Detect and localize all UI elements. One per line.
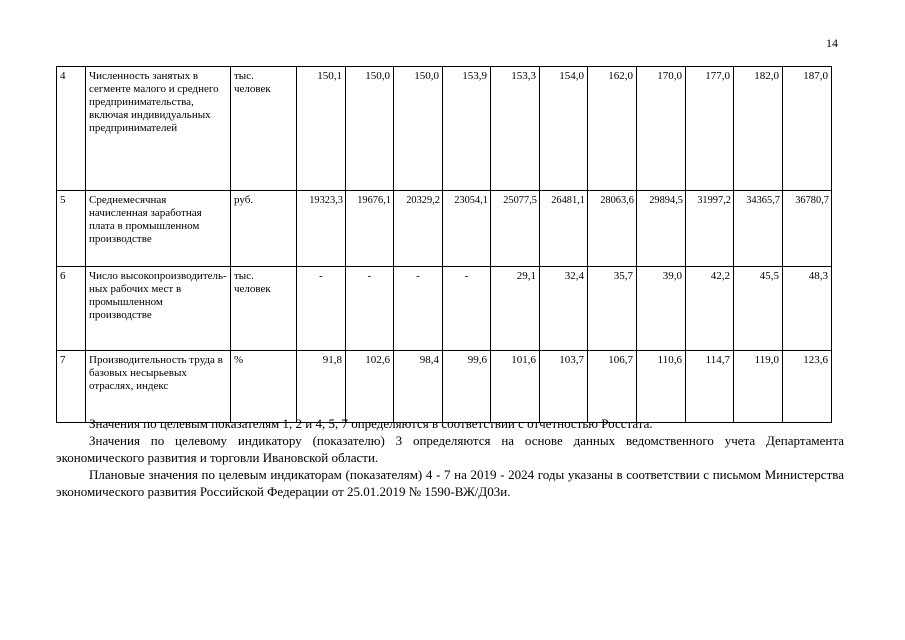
value-cell: 102,6 (346, 351, 394, 423)
value-cell: 19323,3 (297, 191, 346, 267)
table-row (57, 351, 832, 423)
value-cell: 99,6 (443, 351, 491, 423)
value-cell: 23054,1 (443, 191, 491, 267)
value-cell: 103,7 (540, 351, 588, 423)
value-cell: 39,0 (637, 267, 686, 351)
value-cell: 162,0 (588, 67, 637, 191)
value-cell: 26481,1 (540, 191, 588, 267)
value-cell: 28063,6 (588, 191, 637, 267)
indicator-unit: тыс. человек (231, 267, 297, 351)
table-row (57, 191, 832, 267)
value-cell: 91,8 (297, 351, 346, 423)
indicator-name: Среднемесячная начисленная заработная плата в промышленном производстве (86, 191, 231, 267)
value-cell: 150,1 (297, 67, 346, 191)
value-cell: 154,0 (540, 67, 588, 191)
indicator-name: Производительность труда в базовых несырьевых отраслях, индекс (86, 351, 231, 423)
value-cell: 150,0 (346, 67, 394, 191)
value-cell: - (443, 267, 491, 351)
value-cell: 32,4 (540, 267, 588, 351)
value-cell: - (297, 267, 346, 351)
value-cell: 182,0 (734, 67, 783, 191)
value-cell: 177,0 (686, 67, 734, 191)
value-cell: 19676,1 (346, 191, 394, 267)
indicator-unit: % (231, 351, 297, 423)
value-cell: 123,6 (783, 351, 832, 423)
row-index: 7 (57, 351, 86, 423)
value-cell: 170,0 (637, 67, 686, 191)
value-cell: 153,9 (443, 67, 491, 191)
indicator-unit: тыс. человек (231, 67, 297, 191)
value-cell: - (394, 267, 443, 351)
page-number: 14 (826, 36, 838, 50)
notes (56, 415, 844, 500)
note-1: Значения по целевым показателям 1, 2 и 4, 5, 7 определяются в соответствии с отчетностью Росстата. (89, 416, 653, 431)
value-cell: 98,4 (394, 351, 443, 423)
value-cell: 45,5 (734, 267, 783, 351)
row-index: 6 (57, 267, 86, 351)
value-cell: 106,7 (588, 351, 637, 423)
value-cell: 48,3 (783, 267, 832, 351)
value-cell: 20329,2 (394, 191, 443, 267)
value-cell: 35,7 (588, 267, 637, 351)
row-index: 5 (57, 191, 86, 267)
row-index: 4 (57, 67, 86, 191)
note-3: Плановые значения по целевым индикаторам (показателям) 4 - 7 на 2019 - 2024 годы указаны в соответствии с письмом Министерства экономического развития Российской Федерации от 25.01.2019 № 1590-ВЖ/Д03и. (56, 467, 844, 499)
value-cell: 150,0 (394, 67, 443, 191)
note-2: Значения по целевому индикатору (показателю) 3 определяются на основе данных ведомственного учета Департамента экономического развития и торговли Ивановской области. (56, 433, 844, 465)
value-cell: 36780,7 (783, 191, 832, 267)
value-cell: 42,2 (686, 267, 734, 351)
value-cell: - (346, 267, 394, 351)
value-cell: 29,1 (491, 267, 540, 351)
indicator-name: Численность занятых в сегменте малого и среднего предпринимательства, включая индивидуальных предпринимателей (86, 67, 231, 191)
value-cell: 153,3 (491, 67, 540, 191)
value-cell: 187,0 (783, 67, 832, 191)
value-cell: 110,6 (637, 351, 686, 423)
value-cell: 29894,5 (637, 191, 686, 267)
value-cell: 25077,5 (491, 191, 540, 267)
value-cell: 119,0 (734, 351, 783, 423)
value-cell: 34365,7 (734, 191, 783, 267)
value-cell: 101,6 (491, 351, 540, 423)
table-row (57, 267, 832, 351)
value-cell: 31997,2 (686, 191, 734, 267)
table-row (57, 67, 832, 191)
value-cell: 114,7 (686, 351, 734, 423)
indicator-name: Число высокопроизводитель-ных рабочих мест в промышленном производстве (86, 267, 231, 351)
indicator-unit: руб. (231, 191, 297, 267)
indicators-table (56, 66, 832, 423)
